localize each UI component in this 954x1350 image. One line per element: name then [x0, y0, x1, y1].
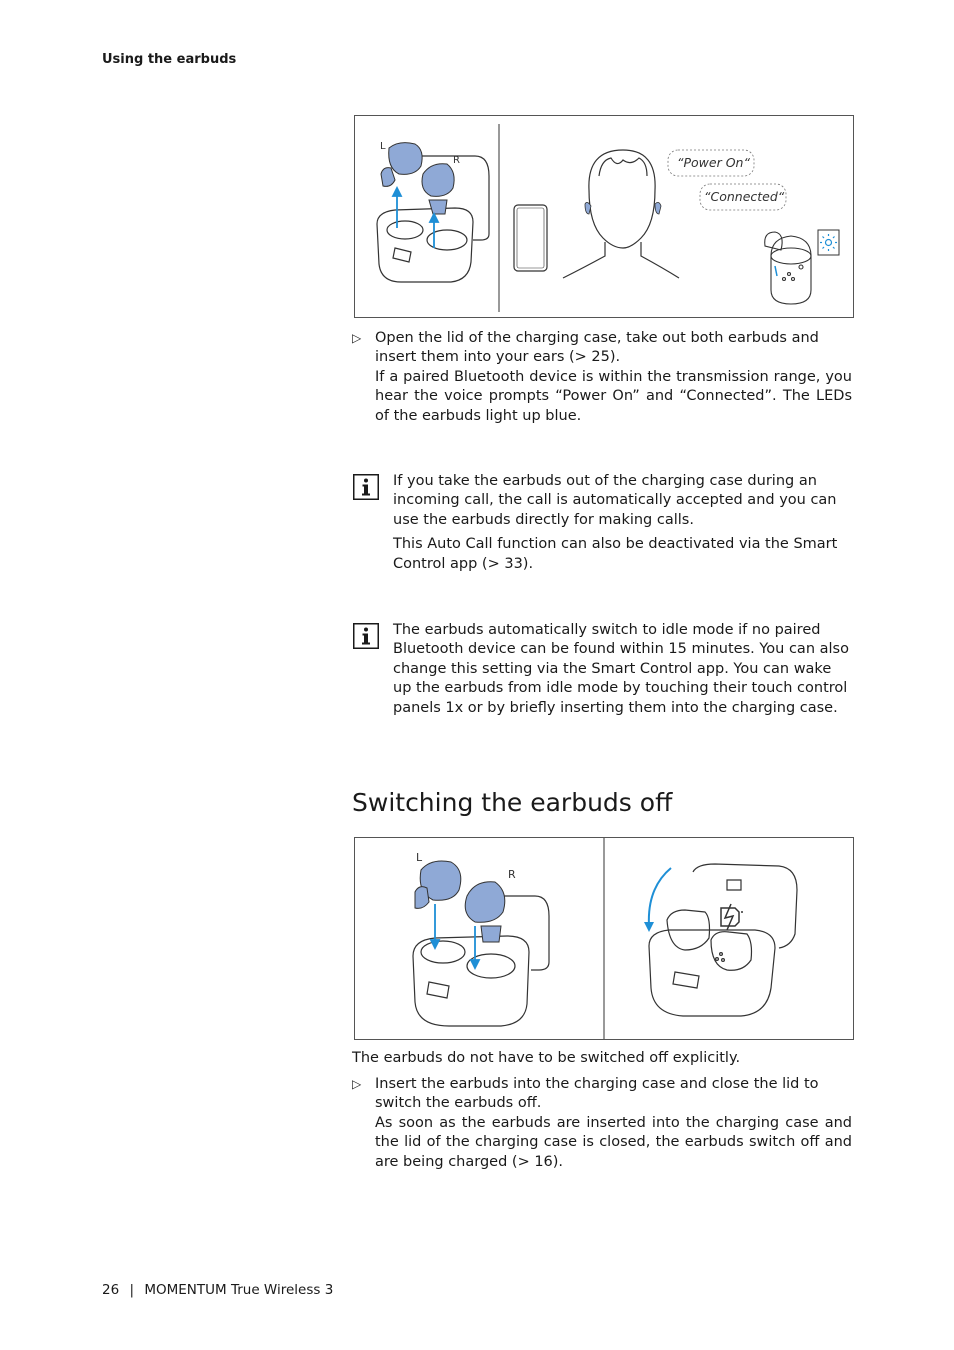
- page-footer: [102, 1282, 333, 1298]
- earbud-left-illustration: [415, 861, 461, 908]
- note-paragraph: This Auto Call function can also be deactivated via the Smart Control app (> 33).: [393, 536, 838, 572]
- info-icon: [353, 623, 379, 649]
- step-text: Insert the earbuds into the charging case and close the lid to switch the earbuds off.: [375, 1076, 819, 1112]
- label-left: L: [416, 851, 423, 864]
- head-illustration: [563, 150, 679, 278]
- voice-prompt-connected: “Connected“: [704, 189, 785, 204]
- note-paragraph: The earbuds automatically switch to idle mode if no paired Bluetooth device can be found within 15 minutes. You can also change this setting via the Smart Control app. You can wake up the earbuds from idle mode by touching their touch control panels 1x or by briefly inserting them into the charging case.: [393, 622, 849, 716]
- smartphone-illustration: [514, 205, 547, 271]
- earbud-left-illustration: [381, 143, 422, 187]
- label-right: R: [453, 155, 460, 166]
- product-name: MOMENTUM True Wireless 3: [144, 1282, 334, 1298]
- earbud-right-illustration: [465, 882, 505, 942]
- footer-separator: |: [129, 1282, 135, 1298]
- voice-prompt-power-on: “Power On“: [677, 155, 750, 170]
- charging-case-closing-illustration: [649, 864, 797, 1016]
- illustration-power-on: [355, 116, 853, 317]
- note-paragraph: If you take the earbuds out of the charging case during an incoming call, the call is automatically accepted and you can use the earbuds directly for making calls.: [393, 473, 837, 528]
- earbud-right-illustration: [422, 164, 454, 214]
- section-heading: Switching the earbuds off: [352, 788, 673, 817]
- step-marker: ▷: [352, 1077, 362, 1091]
- step-result: If a paired Bluetooth device is within the transmission range, you hear the voice prompts “Power On” and “Connected”. The LEDs of the earbuds light up blue.: [375, 368, 852, 424]
- figure-earbuds-on: [354, 115, 854, 318]
- illustration-switch-off: [355, 838, 853, 1039]
- info-note-auto-call: [352, 472, 852, 579]
- page-number: 26: [102, 1282, 120, 1298]
- step-marker: ▷: [352, 331, 362, 345]
- led-blue-light-icon: [820, 234, 837, 251]
- figure-earbuds-off: [354, 837, 854, 1040]
- step-text: Open the lid of the charging case, take out both earbuds and insert them into your ears (> 25).: [375, 330, 819, 366]
- info-icon: [353, 474, 379, 500]
- instruction-step-power-on: [352, 329, 852, 426]
- step-result: As soon as the earbuds are inserted into the charging case and the lid of the charging case is closed, the earbuds switch off and are being charged (> 16).: [375, 1114, 852, 1170]
- charging-icon: [721, 904, 743, 930]
- earbud-led-closeup: [765, 232, 811, 304]
- info-note-idle-mode: [352, 621, 852, 723]
- instruction-step-switch-off: [352, 1075, 852, 1172]
- paragraph-no-switch-off: The earbuds do not have to be switched off explicitly.: [352, 1050, 741, 1066]
- label-right: R: [508, 868, 516, 881]
- running-header: Using the earbuds: [102, 52, 237, 67]
- label-left: L: [380, 141, 386, 152]
